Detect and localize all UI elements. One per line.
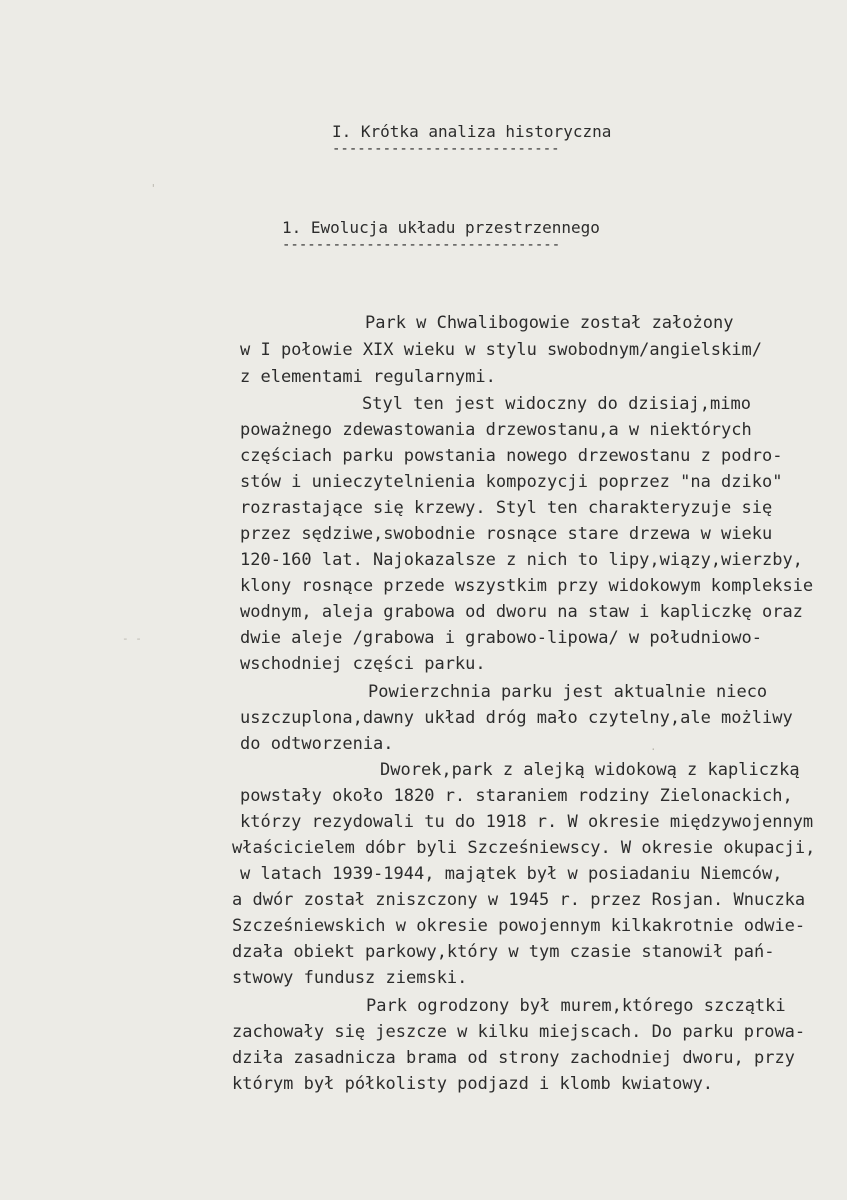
text-line: stów i unieczytelnienia kompozycji poprzez "na dziko": [240, 472, 783, 492]
section-heading-underline: ---------------------------------: [282, 237, 561, 253]
text-line: zachowały się jeszcze w kilku miejscach. Do parku prowa-: [232, 1022, 806, 1042]
text-line: z elementami regularnymi.: [240, 367, 496, 387]
text-line: Dworek,park z alejką widokową z kapliczką: [380, 760, 800, 780]
section-heading: 1. Ewolucja układu przestrzennego: [282, 218, 600, 237]
text-line: w I połowie XIX wieku w stylu swobodnym/angielskim/: [240, 340, 762, 360]
text-line: wodnym, aleja grabowa od dworu na staw i kapliczkę oraz: [240, 602, 803, 622]
text-line: rozrastające się krzewy. Styl ten charakteryzuje się: [240, 498, 773, 518]
text-line: właścicielem dóbr byli Szcześniewscy. W okresie okupacji,: [232, 838, 816, 858]
text-line: dziła zasadnicza brama od strony zachodniej dworu, przy: [232, 1048, 795, 1068]
text-line: powstały około 1820 r. staraniem rodziny Zielonackich,: [240, 786, 793, 806]
text-line: do odtworzenia.: [240, 734, 394, 754]
text-line: Styl ten jest widoczny do dzisiaj,mimo: [362, 394, 751, 414]
text-line: którym był półkolisty podjazd i klomb kwiatowy.: [232, 1074, 714, 1094]
text-line: poważnego zdewastowania drzewostanu,a w niektórych: [240, 420, 752, 440]
text-line: Park w Chwalibogowie został założony: [365, 313, 734, 333]
main-heading-underline: ---------------------------: [332, 141, 560, 157]
text-line: a dwór został zniszczony w 1945 r. przez Rosjan. Wnuczka: [232, 890, 806, 910]
text-line: stwowy fundusz ziemski.: [232, 968, 468, 988]
paper-speck: - -: [122, 632, 142, 645]
text-line: klony rosnące przede wszystkim przy widokowym kompleksie: [240, 576, 814, 596]
text-line: dwie aleje /grabowa i grabowo-lipowa/ w południowo-: [240, 628, 762, 648]
text-line: wschodniej części parku.: [240, 654, 486, 674]
text-line: w latach 1939-1944, majątek był w posiadaniu Niemców,: [240, 864, 783, 884]
paper-speck: .: [650, 740, 657, 753]
text-line: 120-160 lat. Najokazalsze z nich to lipy,wiązy,wierzby,: [240, 550, 803, 570]
text-line: przez sędziwe,swobodnie rosnące stare drzewa w wieku: [240, 524, 773, 544]
text-line: częściach parku powstania nowego drzewostanu z podro-: [240, 446, 783, 466]
text-line: Park ogrodzony był murem,którego szczątki: [366, 996, 786, 1016]
text-line: Szcześniewskich w okresie powojennym kilkakrotnie odwie-: [232, 916, 806, 936]
text-line: dzała obiekt parkowy,który w tym czasie stanowił pań-: [232, 942, 775, 962]
main-heading: I. Krótka analiza historyczna: [332, 122, 612, 141]
text-line: Powierzchnia parku jest aktualnie nieco: [368, 682, 768, 702]
text-line: którzy rezydowali tu do 1918 r. W okresie międzywojennym: [240, 812, 814, 832]
text-line: uszczuplona,dawny układ dróg mało czytelny,ale możliwy: [240, 708, 793, 728]
paper-speck: ': [150, 182, 157, 195]
